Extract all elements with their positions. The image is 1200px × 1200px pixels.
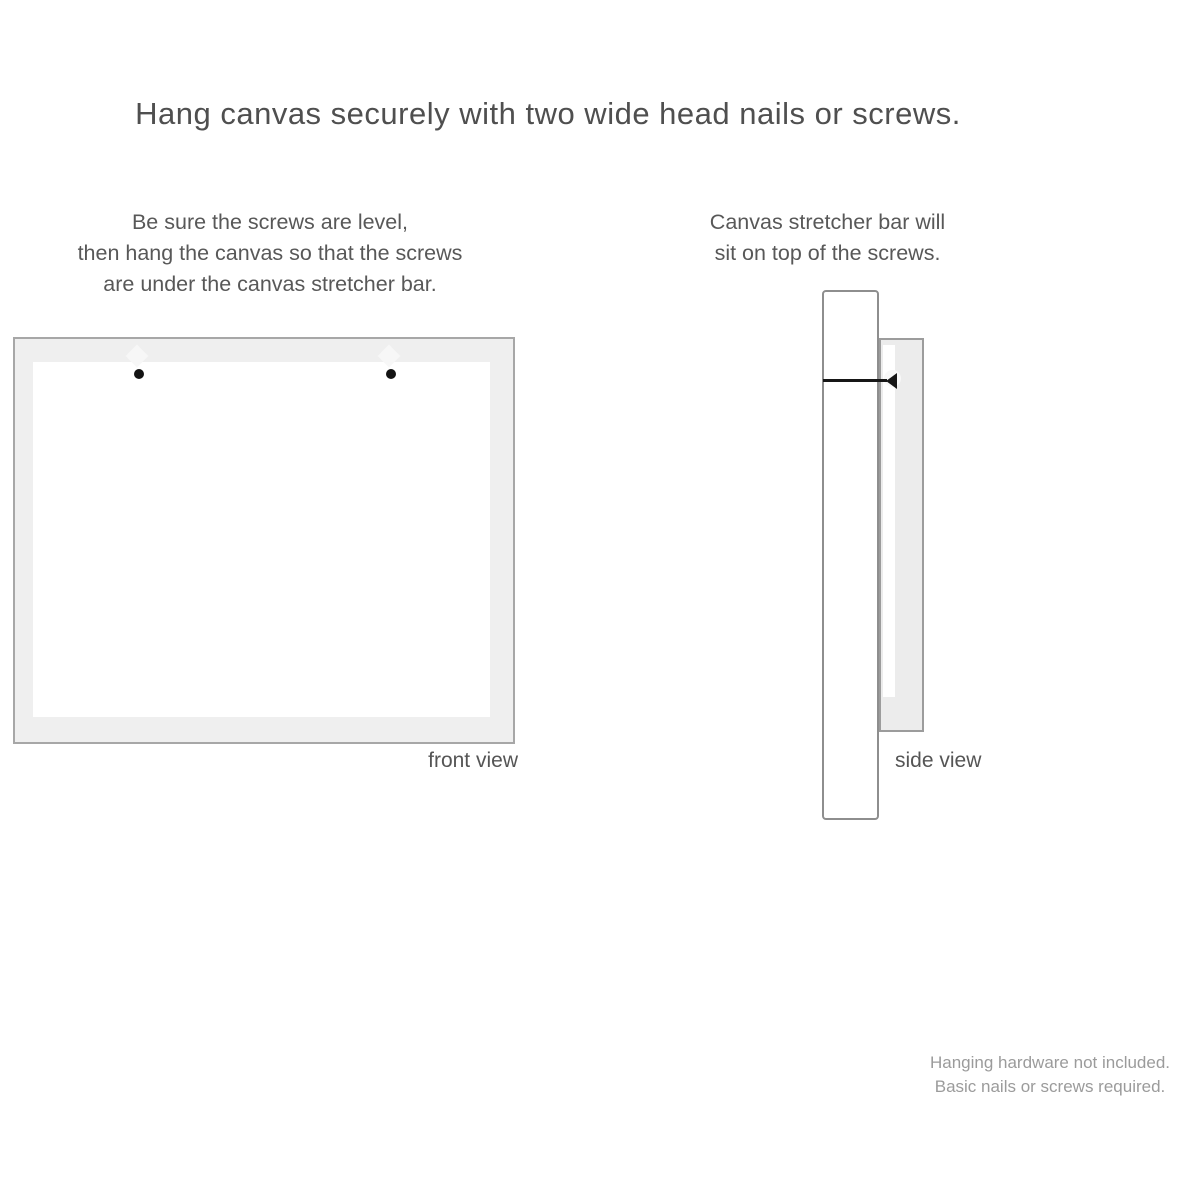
nail-dot-icon (386, 369, 396, 379)
nail-dot-icon (134, 369, 144, 379)
instruction-line: sit on top of the screws. (714, 241, 941, 265)
canvas-front-inner-area (33, 362, 490, 717)
instruction-line: Canvas stretcher bar will (709, 210, 946, 234)
nail-head-icon (886, 373, 897, 389)
nail-icon (823, 379, 887, 382)
hardware-disclaimer (900, 1051, 1200, 1099)
side-view-instructions (680, 207, 975, 269)
instruction-line: then hang the canvas so that the screws (77, 241, 463, 265)
canvas-side-inner-strip (883, 345, 895, 697)
wall-bar-side-view (822, 290, 879, 820)
instruction-line: Be sure the screws are level, (131, 210, 409, 234)
front-view-label: front view (428, 749, 518, 772)
page-title: Hang canvas securely with two wide head nails or screws. (135, 96, 961, 131)
instruction-line: are under the canvas stretcher bar. (103, 272, 437, 296)
canvas-side-view-rect (879, 338, 924, 732)
disclaimer-line: Basic nails or screws required. (934, 1077, 1166, 1096)
disclaimer-line: Hanging hardware not included. (929, 1053, 1171, 1072)
canvas-front-view-frame (13, 337, 515, 744)
side-view-label: side view (895, 749, 982, 772)
front-view-instructions (15, 207, 525, 300)
